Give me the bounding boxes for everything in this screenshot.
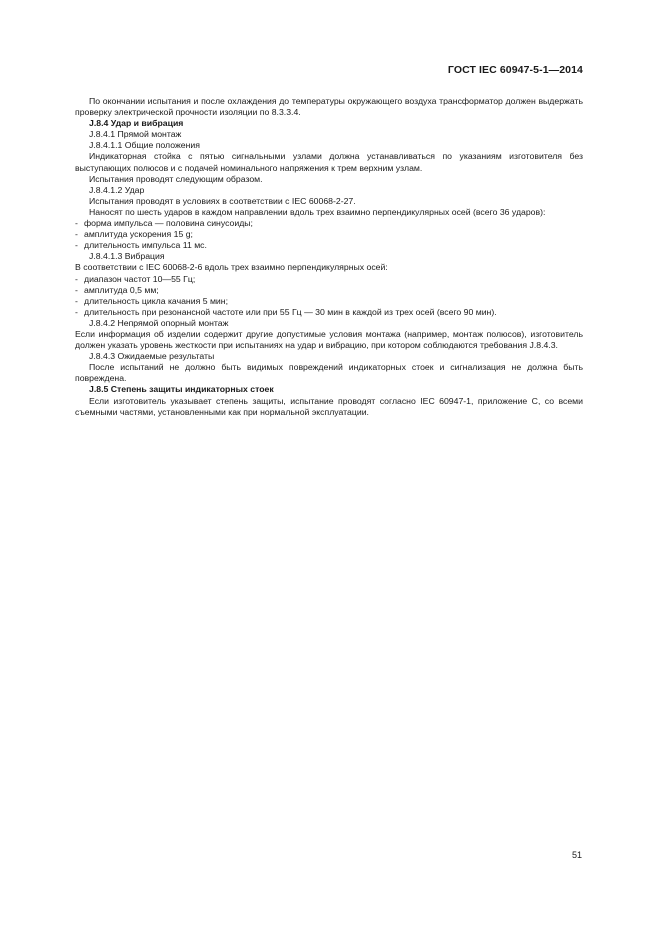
- list-item-vibration: - длительность цикла качания 5 мин;: [75, 295, 228, 306]
- list-marker: -: [75, 284, 78, 295]
- subsection-heading-j8413: J.8.4.1.3 Вибрация: [89, 251, 165, 262]
- list-marker: -: [75, 295, 78, 306]
- list-marker: -: [75, 240, 78, 251]
- paragraph-expected-results: После испытаний не должно быть видимых повреждений индикаторных стоек и сигнализация не должна быть повреждена.: [75, 362, 583, 384]
- paragraph-shock-conditions: Испытания проводят в условиях в соответствии с IEC 60068-2-27.: [89, 195, 356, 206]
- list-item-vibration: - диапазон частот 10—55 Гц;: [75, 273, 196, 284]
- paragraph-vibration-conditions: В соответствии с IEC 60068-2-6 вдоль трех взаимно перпендикулярных осей:: [75, 262, 388, 273]
- paragraph-shock-count: Наносят по шесть ударов в каждом направлении вдоль трех взаимно перпендикулярных осей (всего 36 ударов):: [89, 206, 546, 217]
- paragraph-indicator-stand: Индикаторная стойка с пятью сигнальными узлами должна устанавливаться по указаниям изготовителя без выступающих полюсов и с подачей номинального напряжения к трем верхним узлам.: [75, 151, 583, 173]
- list-item-shock: - амплитуда ускорения 15 g;: [75, 229, 193, 240]
- paragraph-test-procedure: Испытания проводят следующим образом.: [89, 173, 263, 184]
- subsection-heading-j8412: J.8.4.1.2 Удар: [89, 184, 145, 195]
- list-item-vibration: - амплитуда 0,5 мм;: [75, 284, 159, 295]
- list-marker: -: [75, 229, 78, 240]
- section-heading-j84: J.8.4 Удар и вибрация: [89, 118, 184, 129]
- paragraph-insulation-check: По окончании испытания и после охлаждения до температуры окружающего воздуха трансформатор должен выдержать проверку электрической прочности изоляции по 8.3.3.4.: [75, 96, 583, 118]
- subsection-heading-j842: J.8.4.2 Непрямой опорный монтаж: [89, 317, 229, 328]
- list-marker: -: [75, 306, 78, 317]
- list-item-shock: - форма импульса — половина синусоиды;: [75, 218, 253, 229]
- paragraph-degree-of-protection: Если изготовитель указывает степень защиты, испытание проводят согласно IEC 60947-1, приложение C, со всеми съемными частями, установленными как при нормальной эксплуатации.: [75, 395, 583, 417]
- list-item-shock: - длительность импульса 11 мс.: [75, 240, 207, 251]
- document-body: [75, 96, 583, 418]
- subsection-heading-j843: J.8.4.3 Ожидаемые результаты: [89, 351, 215, 362]
- list-marker: -: [75, 218, 78, 229]
- paragraph-indirect-mounting: Если информация об изделии содержит другие допустимые условия монтажа (например, монтаж полюсов), изготовитель должен указать уровень жесткости при испытаниях на удар и вибрацию, при котором соблюдаются требования J.8.4.3.: [75, 328, 583, 351]
- document-header: ГОСТ IEC 60947-5-1—2014: [447, 64, 583, 76]
- list-item-vibration: - длительность при резонансной частоте или при 55 Гц — 30 мин в каждой из трех осей (всего 90 мин).: [75, 306, 497, 317]
- page-number: 51: [571, 850, 582, 860]
- subsection-heading-j8411: J.8.4.1.1 Общие положения: [89, 140, 200, 151]
- list-marker: -: [75, 273, 78, 284]
- section-heading-j85: J.8.5 Степень защиты индикаторных стоек: [89, 384, 274, 395]
- subsection-heading-j841: J.8.4.1 Прямой монтаж: [89, 129, 182, 140]
